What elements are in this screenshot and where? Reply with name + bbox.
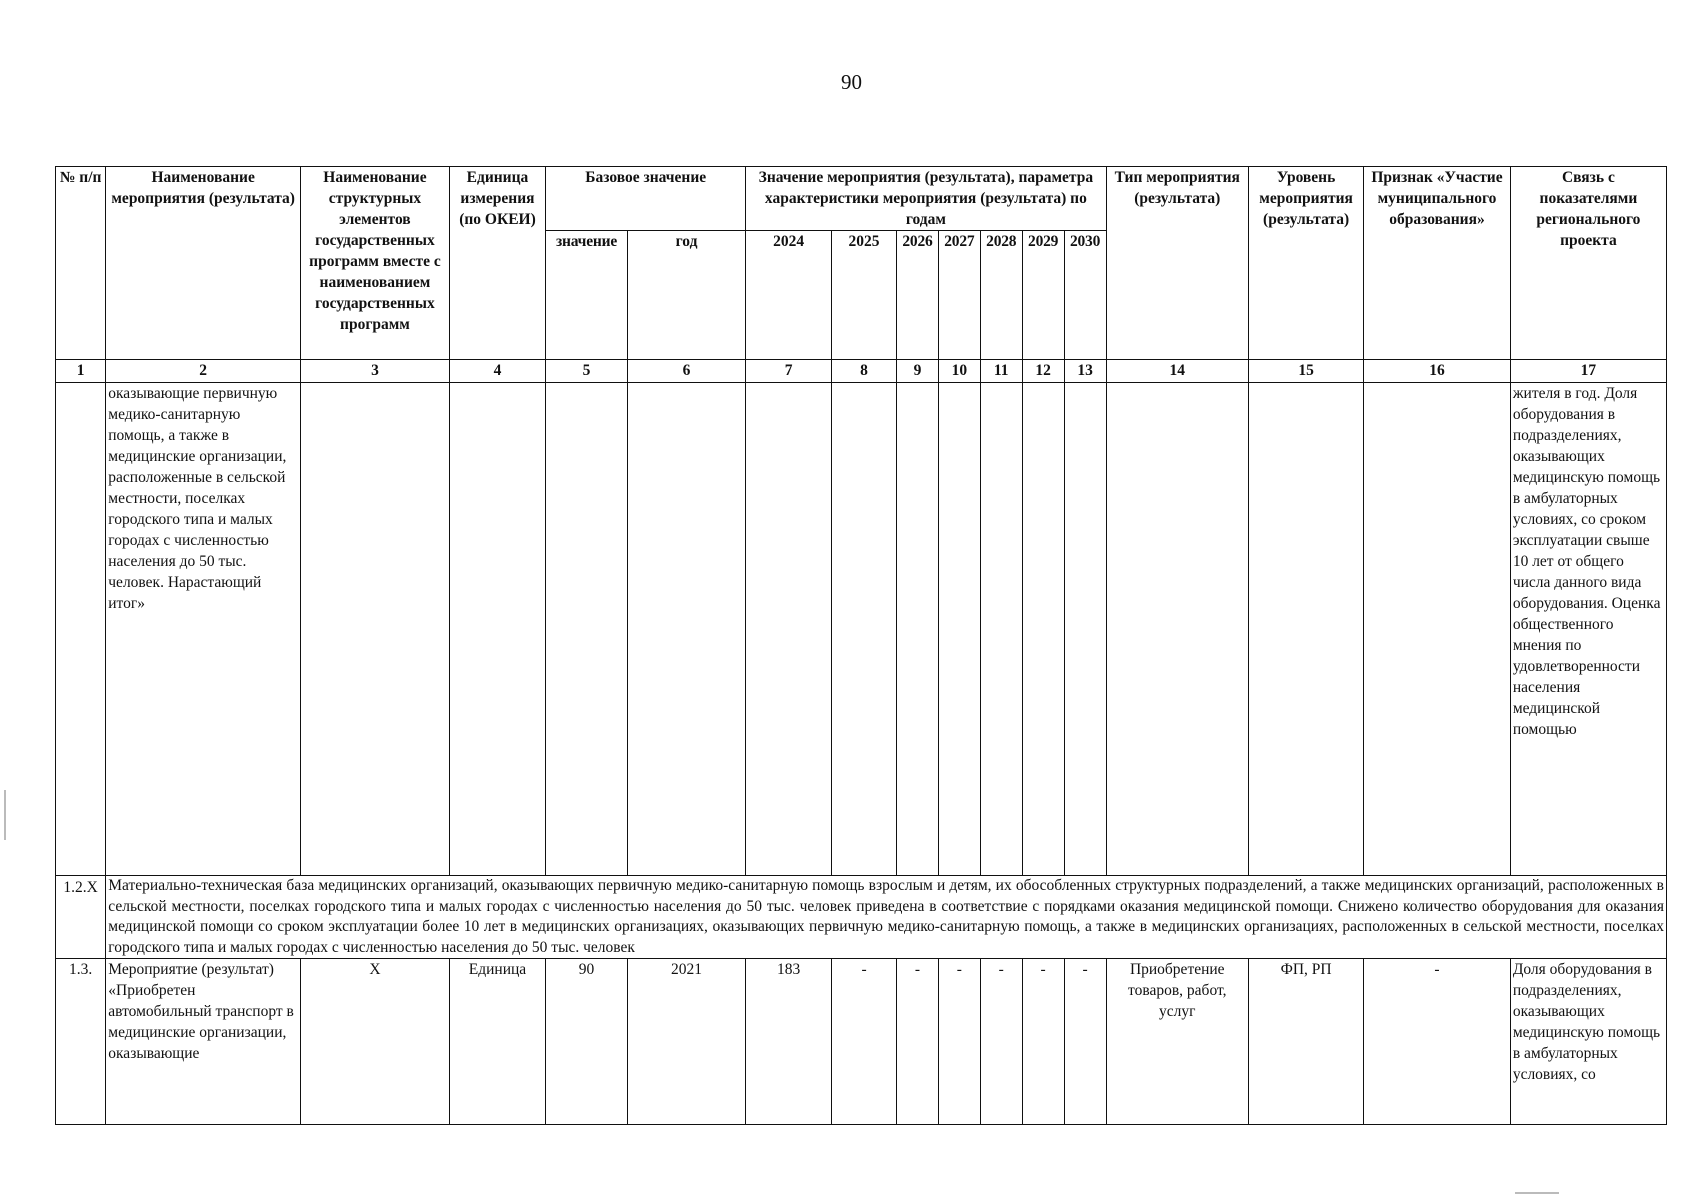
header-year: 2024 bbox=[746, 231, 832, 360]
header-link: Связь с показателями регионального проекта bbox=[1510, 167, 1666, 360]
header-num: № п/п bbox=[56, 167, 106, 360]
header-name: Наименование мероприятия (результата) bbox=[106, 167, 301, 360]
activity-year-value: - bbox=[980, 959, 1022, 1125]
column-number: 2 bbox=[106, 360, 301, 383]
task-num: 1.2.X bbox=[56, 876, 106, 959]
activity-unit: Единица bbox=[449, 959, 545, 1125]
column-number: 10 bbox=[938, 360, 980, 383]
column-number: 14 bbox=[1106, 360, 1248, 383]
column-number: 1 bbox=[56, 360, 106, 383]
column-number: 16 bbox=[1364, 360, 1511, 383]
header-values-group: Значение мероприятия (результата), параметра характеристики мероприятия (результата) по годам bbox=[746, 167, 1106, 231]
empty-cell bbox=[1022, 383, 1064, 876]
column-number: 17 bbox=[1510, 360, 1666, 383]
empty-cell bbox=[746, 383, 832, 876]
activity-year-value: - bbox=[1064, 959, 1106, 1125]
header-base-value: значение bbox=[546, 231, 628, 360]
activity-year-value: - bbox=[938, 959, 980, 1125]
empty-cell bbox=[980, 383, 1022, 876]
header-structural: Наименование структурных элементов государственных программ вместе с наименованием государственных программ bbox=[301, 167, 450, 360]
empty-cell bbox=[1064, 383, 1106, 876]
header-year: 2030 bbox=[1064, 231, 1106, 360]
empty-cell bbox=[832, 383, 897, 876]
header-base-year: год bbox=[627, 231, 745, 360]
column-number: 5 bbox=[546, 360, 628, 383]
column-number: 9 bbox=[897, 360, 939, 383]
header-level: Уровень мероприятия (результата) bbox=[1248, 167, 1363, 360]
empty-cell bbox=[897, 383, 939, 876]
scan-bottom-mark bbox=[1515, 1192, 1559, 1194]
header-year: 2026 bbox=[897, 231, 939, 360]
continuation-row bbox=[56, 383, 1667, 876]
activity-year-value: 183 bbox=[746, 959, 832, 1125]
activity-num: 1.3. bbox=[56, 959, 106, 1125]
column-number: 6 bbox=[627, 360, 745, 383]
header-unit: Единица измерения (по ОКЕИ) bbox=[449, 167, 545, 360]
activity-structural: Х bbox=[301, 959, 450, 1125]
page-number: 90 bbox=[841, 70, 862, 94]
empty-cell bbox=[546, 383, 628, 876]
column-number: 4 bbox=[449, 360, 545, 383]
activity-level: ФП, РП bbox=[1248, 959, 1363, 1125]
empty-cell bbox=[938, 383, 980, 876]
column-number: 3 bbox=[301, 360, 450, 383]
activity-year-value: - bbox=[1022, 959, 1064, 1125]
activity-municipal: - bbox=[1364, 959, 1511, 1125]
column-number-row bbox=[56, 360, 1667, 383]
regional-project-table bbox=[55, 166, 1667, 1125]
column-number: 13 bbox=[1064, 360, 1106, 383]
activity-row bbox=[56, 959, 1667, 1125]
empty-cell bbox=[301, 383, 450, 876]
column-number: 12 bbox=[1022, 360, 1064, 383]
cont-name-cell: оказывающие первичную медико-санитарную помощь, а также в медицинские организации, расположенные в сельской местности, поселках городского типа и малых городах с численностью населения до 50 тыс. человек. Нарастающий итог» bbox=[106, 383, 301, 876]
cont-link-cell: жителя в год. Доля оборудования в подразделениях, оказывающих медицинскую помощь в амбулаторных условиях, со сроком эксплуатации свыше 10 лет от общего числа данного вида оборудования. Оценка общественного мнения по удовлетворенности населения медицинской помощью bbox=[1510, 383, 1666, 876]
activity-base-value: 90 bbox=[546, 959, 628, 1125]
header-year: 2028 bbox=[980, 231, 1022, 360]
header-year: 2027 bbox=[938, 231, 980, 360]
empty-cell bbox=[1106, 383, 1248, 876]
header-municipal: Признак «Участие муниципального образования» bbox=[1364, 167, 1511, 360]
activity-base-year: 2021 bbox=[627, 959, 745, 1125]
empty-cell bbox=[1248, 383, 1363, 876]
column-number: 8 bbox=[832, 360, 897, 383]
scan-margin-mark bbox=[4, 790, 6, 840]
header-type: Тип мероприятия (результата) bbox=[1106, 167, 1248, 360]
empty-cell bbox=[449, 383, 545, 876]
task-row bbox=[56, 876, 1667, 959]
header-year: 2029 bbox=[1022, 231, 1064, 360]
column-number: 15 bbox=[1248, 360, 1363, 383]
header-year: 2025 bbox=[832, 231, 897, 360]
activity-name: Мероприятие (результат) «Приобретен автомобильный транспорт в медицинские организации, оказывающие bbox=[106, 959, 301, 1125]
column-number: 11 bbox=[980, 360, 1022, 383]
header-base: Базовое значение bbox=[546, 167, 746, 231]
empty-cell bbox=[627, 383, 745, 876]
activity-type: Приобретение товаров, работ, услуг bbox=[1106, 959, 1248, 1125]
column-number: 7 bbox=[746, 360, 832, 383]
cont-num-cell bbox=[56, 383, 106, 876]
activity-link: Доля оборудования в подразделениях, оказывающих медицинскую помощь в амбулаторных условиях, со bbox=[1510, 959, 1666, 1125]
header-row-top bbox=[56, 167, 1667, 231]
empty-cell bbox=[1364, 383, 1511, 876]
task-text: Материально-техническая база медицинских организаций, оказывающих первичную медико-санитарную помощь взрослым и детям, их обособленных структурных подразделений, а также медицинских организаций, расположенных в сельской местности, поселках городского типа и малых городах с численностью населения до 50 тыс. человек приведена в соответствие с порядками оказания медицинской помощи. Снижено количество оборудования для оказания медицинской помощи со сроком эксплуатации более 10 лет в медицинских организациях, оказывающих первичную медико-санитарную помощь, а также в медицинских организациях, расположенных в сельской местности, поселках городского типа и малых городах с численностью населения до 50 тыс. человек bbox=[106, 876, 1667, 959]
activity-year-value: - bbox=[832, 959, 897, 1125]
activity-year-value: - bbox=[897, 959, 939, 1125]
